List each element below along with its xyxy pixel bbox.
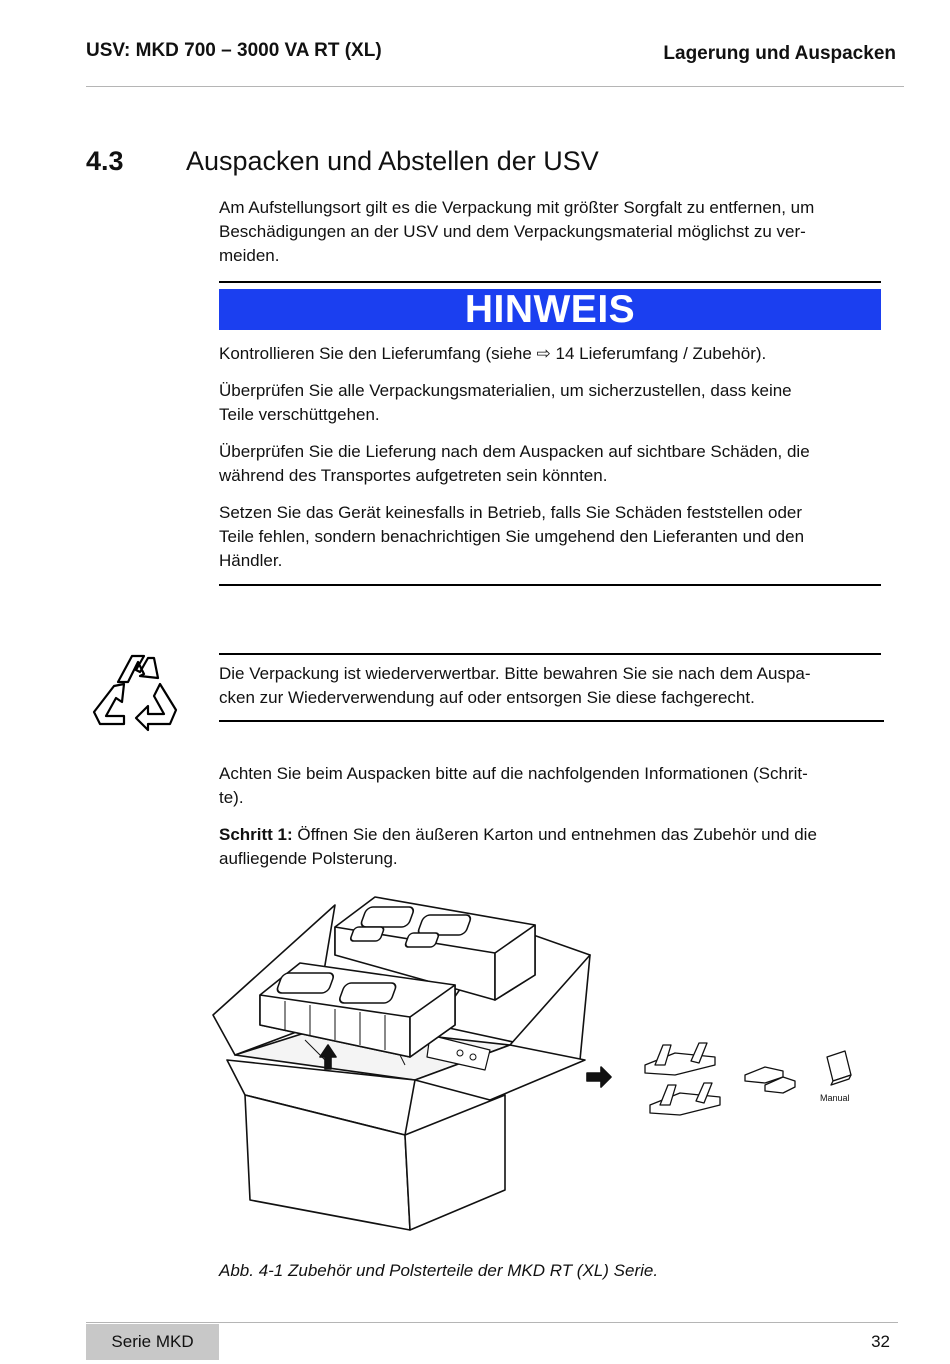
steps-intro — [219, 762, 883, 810]
recycle-paragraph — [219, 662, 883, 710]
footer-divider — [86, 1322, 898, 1323]
recycle-bottom-rule — [219, 720, 884, 722]
steps-intro-line: te). — [219, 788, 244, 807]
notice-line: Überprüfen Sie alle Verpackungsmaterialien, um sicherzustellen, dass keine — [219, 381, 792, 400]
notice-banner: HINWEIS — [219, 289, 881, 330]
series-label: Serie MKD — [86, 1324, 219, 1360]
notice-paragraph — [219, 342, 883, 366]
document-title: USV: MKD 700 – 3000 VA RT (XL) — [86, 40, 382, 61]
intro-line: Am Aufstellungsort gilt es die Verpackung mit größter Sorgfalt zu entfernen, um — [219, 198, 815, 217]
notice-line: Teile verschüttgehen. — [219, 405, 380, 424]
notice-line: während des Transportes aufgetreten sein könnten. — [219, 466, 608, 485]
recycle-top-rule — [219, 653, 881, 655]
notice-paragraph — [219, 440, 883, 488]
notice-line: Teile fehlen, sondern benachrichtigen Sie umgehend den Lieferanten und den — [219, 527, 805, 546]
notice-line: Überprüfen Sie die Lieferung nach dem Auspacken auf sichtbare Schäden, die — [219, 442, 810, 461]
step-1-text: aufliegende Polsterung. — [219, 849, 398, 868]
intro-paragraph — [219, 196, 883, 268]
chapter-title: Lagerung und Auspacken — [663, 43, 896, 64]
section-number: 4.3 — [86, 146, 124, 176]
step-1-label: Schritt 1: — [219, 825, 293, 844]
notice-text: Kontrollieren Sie den Lieferumfang (siehe — [219, 344, 537, 363]
step-1 — [219, 823, 883, 871]
manual-label: Manual — [820, 1093, 850, 1103]
page-number: 32 — [871, 1332, 890, 1351]
notice-line: Händler. — [219, 551, 283, 570]
notice-bottom-rule — [219, 584, 881, 586]
figure-caption: Abb. 4-1 Zubehör und Polsterteile der MKD RT (XL) Serie. — [219, 1261, 659, 1280]
step-1-text: Öffnen Sie den äußeren Karton und entnehmen das Zubehör und die — [292, 825, 817, 844]
header-divider — [86, 86, 904, 87]
section-title: Auspacken und Abstellen der USV — [186, 146, 599, 176]
recycle-line: Die Verpackung ist wiederverwertbar. Bitte bewahren Sie sie nach dem Auspa- — [219, 664, 811, 683]
notice-paragraph — [219, 501, 883, 573]
notice-top-rule — [219, 281, 881, 283]
cross-reference-link[interactable]: 14 Lieferumfang / Zubehör). — [550, 344, 767, 363]
intro-line: Beschädigungen an der USV und dem Verpackungsmaterial möglichst zu ver- — [219, 222, 806, 241]
steps-intro-line: Achten Sie beim Auspacken bitte auf die nachfolgenden Informationen (Schrit- — [219, 764, 808, 783]
recycle-icon — [88, 648, 180, 734]
notice-line: Setzen Sie das Gerät keinesfalls in Betrieb, falls Sie Schäden feststellen oder — [219, 503, 803, 522]
arrow-right-icon: ⇨ — [536, 344, 551, 363]
notice-paragraph — [219, 379, 883, 427]
recycle-line: cken zur Wiederverwendung auf oder entsorgen Sie diese fachgerecht. — [219, 688, 755, 707]
unpacking-illustration — [205, 885, 885, 1235]
intro-line: meiden. — [219, 246, 280, 265]
